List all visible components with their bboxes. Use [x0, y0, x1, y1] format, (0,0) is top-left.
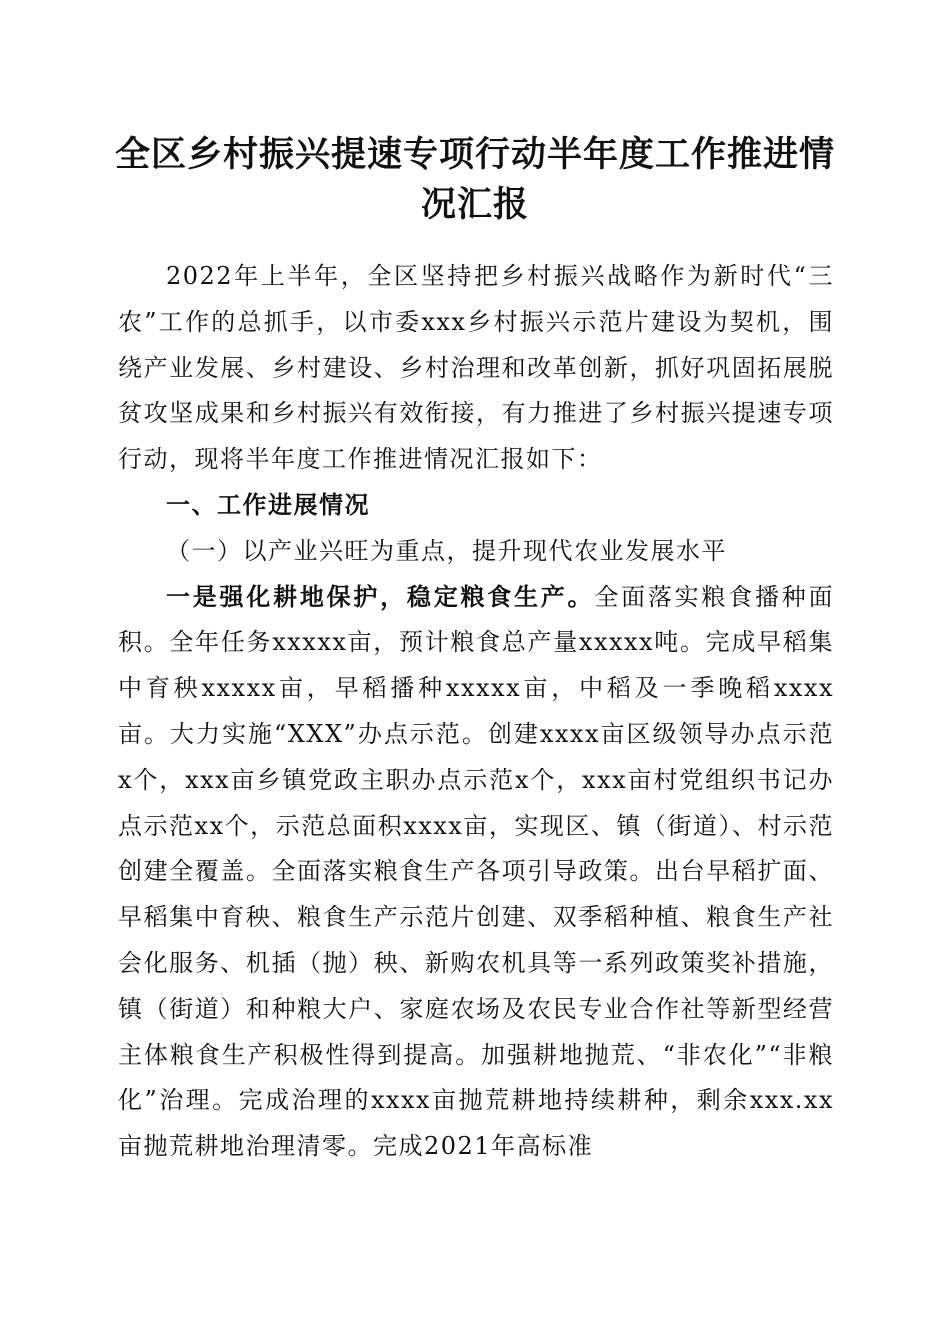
section-heading: 一、工作进展情况	[166, 490, 370, 519]
intro-paragraph: 2022年上半年，全区坚持把乡村振兴战略作为新时代“三农”工作的总抓手，以市委xxx乡村振兴示范片建设为契机，围绕产业发展、乡村建设、乡村治理和改革创新，抓好巩固拓展脱贫攻坚成果和乡村振兴有效衔接，有力推进了乡村振兴提速专项行动，现将半年度工作推进情况汇报如下：	[118, 262, 834, 474]
document-title: 全区乡村振兴提速专项行动半年度工作推进情况汇报	[114, 135, 835, 225]
paragraph-lead: 一是强化耕地保护，稳定粮食生产。	[166, 582, 595, 611]
body-paragraph	[118, 575, 834, 1170]
paragraph-text: 全面落实粮食播种面积。全年任务xxxxx亩，预计粮食总产量xxxxx吨。完成早稻集中育秧xxxxx亩，早稻播种xxxxx亩，中稻及一季晚稻xxxx亩。大力实施“XXX”办点示范。创建xxxx亩区级领导办点示范x个，xxx亩乡镇党政主职办点示范x个，xxx亩村党组织书记办点示范xx个，示范总面积xxxx亩，实现区、镇（街道）、村示范创建全覆盖。全面落实粮食生产各项引导政策。出台早稻扩面、早稻集中育秧、粮食生产示范片创建、双季稻种植、粮食生产社会化服务、机插（抛）秧、新购农机具等一系列政策奖补措施，镇（街道）和种粮大户、家庭农场及农民专业合作社等新型经营主体粮食生产积极性得到提高。加强耕地抛荒、“非农化”“非粮化”治理。完成治理的xxxx亩抛荒耕地持续耕种，剩余xxx.xx亩抛荒耕地治理清零。完成2021年高标准	[118, 582, 835, 1161]
subsection-heading: （一）以产业兴旺为重点，提升现代农业发展水平	[166, 536, 727, 565]
document-body	[118, 254, 834, 1170]
